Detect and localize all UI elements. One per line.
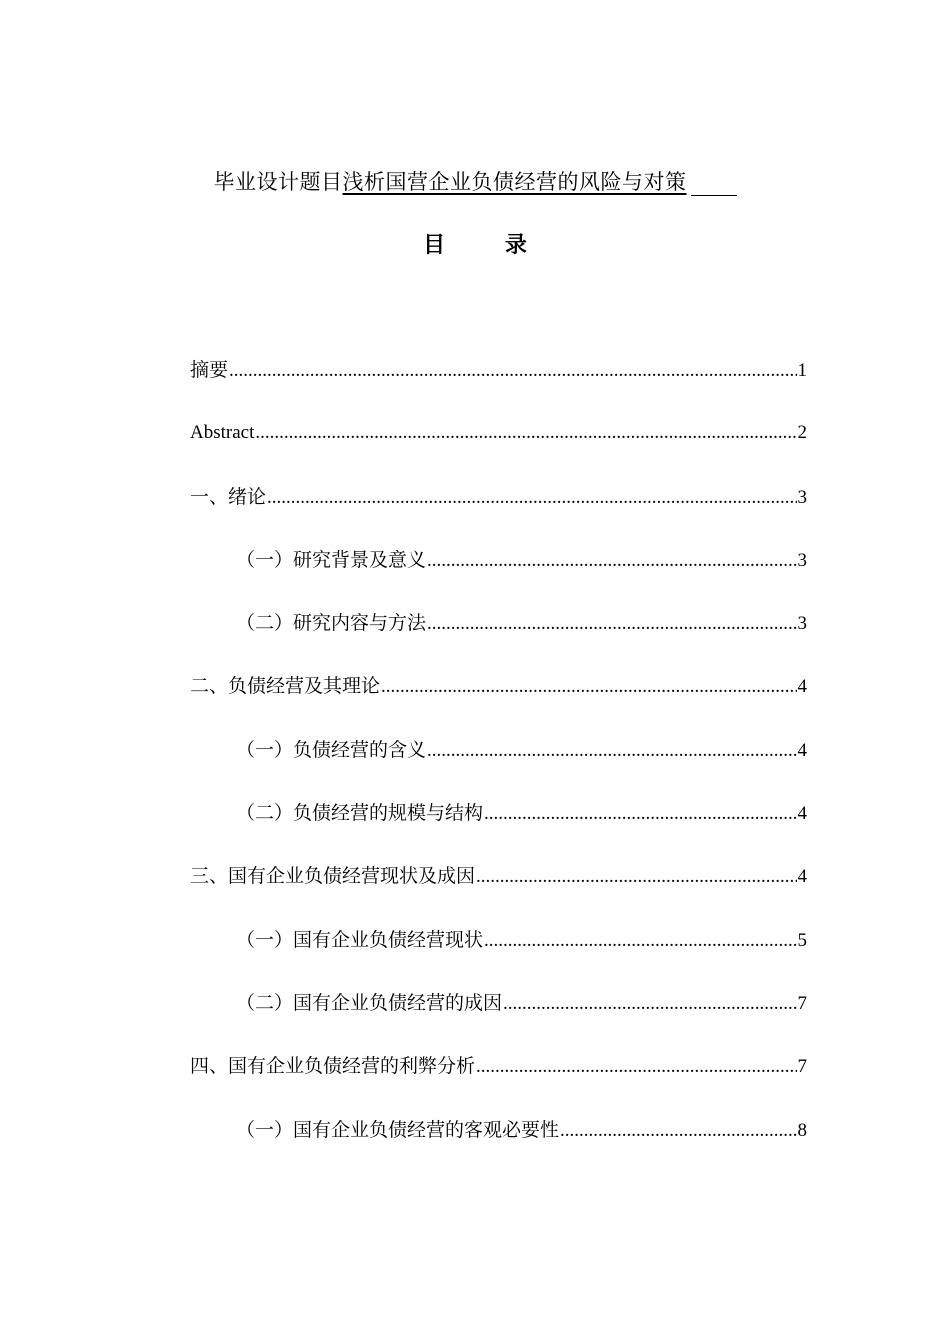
toc-entry-label: （二）研究内容与方法 [236, 612, 427, 635]
toc-entry-section-1-1[interactable] [190, 542, 807, 605]
toc-entry-section-3-1[interactable] [190, 922, 807, 985]
toc-entry-chapter-3[interactable] [190, 858, 807, 921]
toc-page-number: 4 [797, 676, 807, 698]
toc-entry-abstract-en[interactable] [190, 415, 807, 478]
toc-dot-leader [484, 923, 796, 959]
toc-entry-section-3-2[interactable] [190, 985, 807, 1048]
toc-dot-leader [427, 543, 796, 579]
toc-entry-section-4-1[interactable] [190, 1112, 807, 1175]
toc-entry-label: 三、国有企业负债经营现状及成因 [190, 865, 476, 888]
toc-entry-chapter-4[interactable] [190, 1048, 807, 1111]
toc-heading: 目 录 [423, 233, 553, 258]
toc-dot-leader [560, 1113, 796, 1149]
toc-dot-leader [381, 669, 796, 705]
toc-page-number: 8 [797, 1119, 807, 1141]
toc-dot-leader [484, 796, 796, 832]
toc-dot-leader [255, 415, 796, 451]
toc-dot-leader [427, 733, 796, 769]
toc-entry-label: （一）研究背景及意义 [236, 548, 427, 571]
toc-dot-leader [427, 606, 796, 642]
toc-page-number: 4 [797, 739, 807, 761]
toc-entry-label: （二）负债经营的规模与结构 [236, 802, 484, 825]
toc-page-number: 2 [797, 422, 807, 444]
toc-entry-chapter-1[interactable] [190, 479, 807, 542]
thesis-title [0, 166, 950, 196]
toc-entry-label: Abstract [190, 422, 255, 444]
toc-page-number: 1 [797, 360, 807, 381]
toc-entry-label: 四、国有企业负债经营的利弊分析 [190, 1055, 476, 1078]
toc-page-number: 4 [797, 803, 807, 825]
toc-entry-section-1-2[interactable] [190, 605, 807, 668]
toc-entry-label: 二、负债经营及其理论 [190, 675, 381, 698]
toc-list [190, 352, 807, 1175]
toc-page-number: 4 [797, 866, 807, 888]
toc-entry-abstract-cn[interactable] [190, 352, 807, 415]
toc-entry-section-2-2[interactable] [190, 795, 807, 858]
toc-entry-chapter-2[interactable] [190, 668, 807, 731]
title-underline-blank [691, 173, 737, 196]
toc-page-number: 7 [797, 1056, 807, 1078]
thesis-title-prefix: 毕业设计题目 [213, 170, 343, 194]
toc-entry-section-2-1[interactable] [190, 732, 807, 795]
toc-page-number: 7 [797, 992, 807, 1014]
toc-dot-leader [267, 480, 796, 516]
thesis-title-topic: 浅析国营企业负债经营的风险与对策 [342, 170, 687, 194]
toc-entry-label: （一）国有企业负债经营现状 [236, 928, 484, 951]
toc-dot-leader [476, 1049, 796, 1085]
toc-dot-leader [503, 986, 796, 1022]
toc-entry-label: 摘要 [190, 359, 229, 381]
toc-page-number: 5 [797, 929, 807, 951]
toc-entry-label: 一、绪论 [190, 485, 267, 508]
toc-dot-leader [476, 859, 796, 895]
toc-page-number: 3 [797, 549, 807, 571]
toc-page-number: 3 [797, 486, 807, 508]
toc-entry-label: （一）负债经营的含义 [236, 738, 427, 761]
toc-entry-label: （二）国有企业负债经营的成因 [236, 991, 503, 1014]
toc-entry-label: （一）国有企业负债经营的客观必要性 [236, 1118, 560, 1141]
toc-dot-leader [229, 353, 796, 389]
toc-page-number: 3 [797, 613, 807, 635]
